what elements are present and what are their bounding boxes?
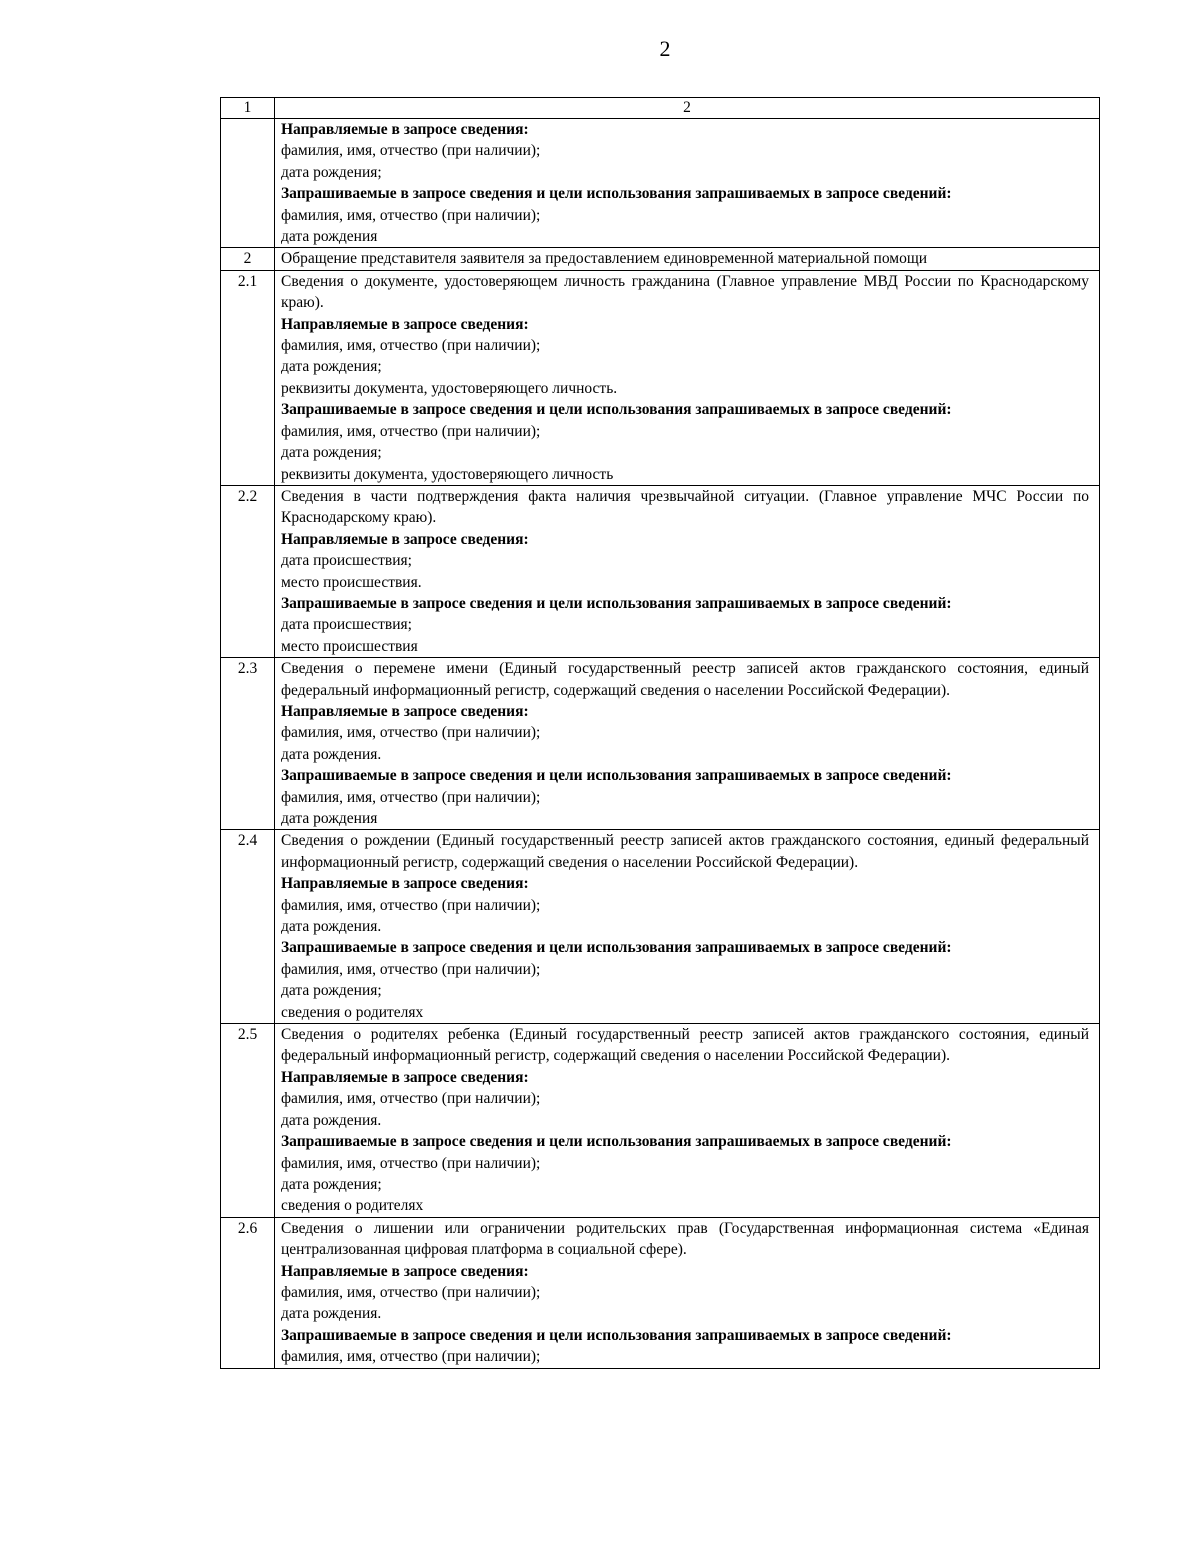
table-row xyxy=(221,1217,1100,1368)
section-heading-line: Запрашиваемые в запросе сведения и цели использования запрашиваемых в запросе сведений: xyxy=(281,1326,952,1344)
row-number-cell xyxy=(221,119,275,248)
text-line: сведения о родителях xyxy=(281,1003,424,1021)
row-number-cell: 2.2 xyxy=(221,485,275,657)
row-number-cell: 2 xyxy=(221,248,275,270)
row-number-cell: 2.6 xyxy=(221,1217,275,1368)
row-number-cell: 2.5 xyxy=(221,1024,275,1218)
row-content-cell xyxy=(275,830,1100,1024)
table-header-row xyxy=(221,98,1100,119)
text-line: дата рождения. xyxy=(281,745,382,763)
table-row xyxy=(221,658,1100,830)
text-line: фамилия, имя, отчество (при наличии); xyxy=(281,206,541,224)
text-line: Сведения о родителях ребенка (Единый государственный реестр записей актов гражданского состояния, единый федеральный информационный регистр, содержащий сведения о населении Российской Федерации). xyxy=(281,1026,1089,1065)
text-line: фамилия, имя, отчество (при наличии); xyxy=(281,896,541,914)
text-line: дата рождения. xyxy=(281,918,382,936)
page-number: 2 xyxy=(659,36,671,61)
text-line: фамилия, имя, отчество (при наличии); xyxy=(281,337,541,355)
row-number-cell: 2.1 xyxy=(221,270,275,485)
text-line: дата рождения. xyxy=(281,1111,382,1129)
section-heading-line: Направляемые в запросе сведения: xyxy=(281,530,529,548)
text-line: дата рождения; xyxy=(281,358,382,376)
text-line: дата рождения. xyxy=(281,1305,382,1323)
text-line: реквизиты документа, удостоверяющего личность xyxy=(281,465,614,483)
text-line: дата рождения; xyxy=(281,444,382,462)
row-number-cell: 2.4 xyxy=(221,830,275,1024)
text-line: фамилия, имя, отчество (при наличии); xyxy=(281,1154,541,1172)
column-header-2: 2 xyxy=(275,98,1100,119)
section-heading-line: Направляемые в запросе сведения: xyxy=(281,702,529,720)
row-content-cell xyxy=(275,270,1100,485)
row-number-cell: 2.3 xyxy=(221,658,275,830)
text-line: место происшествия xyxy=(281,637,418,655)
text-line: дата происшествия; xyxy=(281,552,412,570)
text-line: дата рождения; xyxy=(281,163,382,181)
row-content-cell xyxy=(275,1217,1100,1368)
table-row xyxy=(221,1024,1100,1218)
row-content-cell xyxy=(275,485,1100,657)
section-heading-line: Направляемые в запросе сведения: xyxy=(281,121,529,138)
section-heading-line: Направляемые в запросе сведения: xyxy=(281,1068,529,1086)
row-content-cell xyxy=(275,1024,1100,1218)
text-line: дата рождения xyxy=(281,228,378,246)
text-line: реквизиты документа, удостоверяющего личность. xyxy=(281,379,618,397)
section-heading-line: Запрашиваемые в запросе сведения и цели использования запрашиваемых в запросе сведений: xyxy=(281,1133,952,1151)
section-heading-line: Запрашиваемые в запросе сведения и цели использования запрашиваемых в запросе сведений: xyxy=(281,939,952,957)
section-heading-line: Направляемые в запросе сведения: xyxy=(281,315,529,333)
text-line: дата рождения xyxy=(281,810,378,827)
table-row xyxy=(221,485,1100,657)
table-row xyxy=(221,119,1100,248)
section-heading-line: Запрашиваемые в запросе сведения и цели использования запрашиваемых в запросе сведений: xyxy=(281,185,952,203)
text-line: фамилия, имя, отчество (при наличии); xyxy=(281,142,541,160)
text-line: фамилия, имя, отчество (при наличии); xyxy=(281,724,541,742)
text-line: фамилия, имя, отчество (при наличии); xyxy=(281,1348,541,1366)
text-line: Сведения о рождении (Единый государственный реестр записей актов гражданского состояния, единый федеральный информационный регистр, содержащий сведения о населении Российской Федерации). xyxy=(281,832,1089,871)
row-content-cell xyxy=(275,119,1100,248)
section-heading-line: Запрашиваемые в запросе сведения и цели использования запрашиваемых в запросе сведений: xyxy=(281,767,952,785)
data-table xyxy=(220,97,1100,1369)
text-line: Сведения о перемене имени (Единый государственный реестр записей актов гражданского состояния, единый федеральный информационный регистр, содержащий сведения о населении Российской Федерации). xyxy=(281,660,1089,699)
text-line: Сведения о документе, удостоверяющем личность гражданина (Главное управление МВД России по Краснодарскому краю). xyxy=(281,272,1089,312)
text-line: место происшествия. xyxy=(281,573,422,591)
column-header-1: 1 xyxy=(221,98,275,119)
section-heading-line: Запрашиваемые в запросе сведения и цели использования запрашиваемых в запросе сведений: xyxy=(281,401,952,419)
table-row xyxy=(221,270,1100,485)
text-line: фамилия, имя, отчество (при наличии); xyxy=(281,788,541,806)
section-heading-line: Запрашиваемые в запросе сведения и цели использования запрашиваемых в запросе сведений: xyxy=(281,594,952,612)
table-body xyxy=(221,119,1100,1369)
row-content-cell xyxy=(275,658,1100,830)
text-line: Сведения в части подтверждения факта наличия чрезвычайной ситуации. (Главное управление МЧС России по Краснодарскому краю). xyxy=(281,487,1089,527)
row-content-cell xyxy=(275,248,1100,270)
text-line: Сведения о лишении или ограничении родительских прав (Государственная информационная система «Единая централизованная цифровая платформа в социальной сфере). xyxy=(281,1219,1089,1259)
text-line: дата происшествия; xyxy=(281,616,412,634)
table-row xyxy=(221,830,1100,1024)
text-line: фамилия, имя, отчество (при наличии); xyxy=(281,422,541,440)
text-line: сведения о родителях xyxy=(281,1197,424,1215)
text-line: дата рождения; xyxy=(281,982,382,1000)
section-heading-line: Направляемые в запросе сведения: xyxy=(281,1262,529,1280)
text-line: дата рождения; xyxy=(281,1175,382,1193)
text-line: Обращение представителя заявителя за предоставлением единовременной материальной помощи xyxy=(281,250,928,268)
text-line: фамилия, имя, отчество (при наличии); xyxy=(281,960,541,978)
text-line: фамилия, имя, отчество (при наличии); xyxy=(281,1283,541,1301)
table-row xyxy=(221,248,1100,270)
text-line: фамилия, имя, отчество (при наличии); xyxy=(281,1090,541,1108)
section-heading-line: Направляемые в запросе сведения: xyxy=(281,875,529,893)
